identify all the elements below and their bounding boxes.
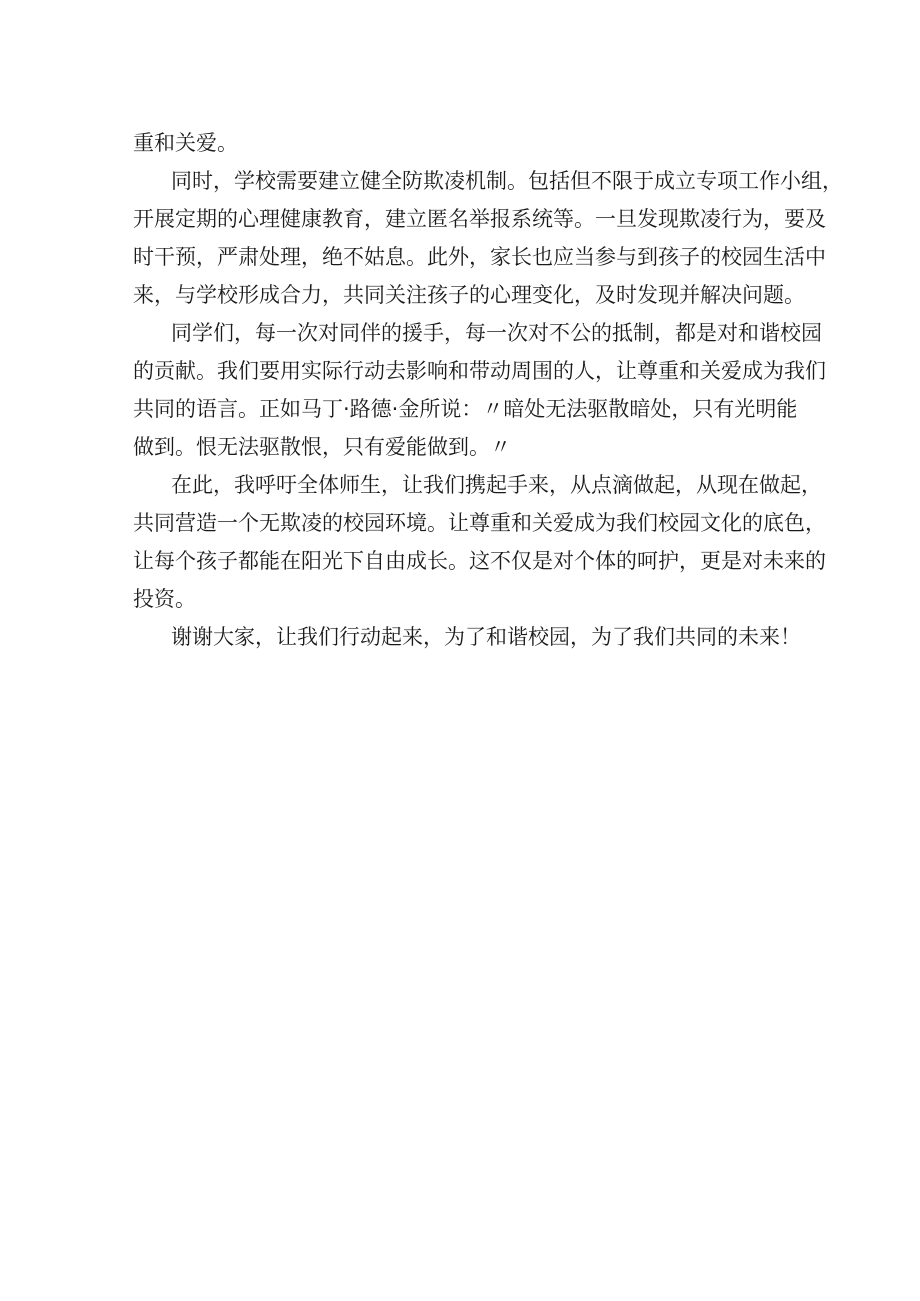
text-line: 投资。 xyxy=(133,587,196,611)
text-line: 共同的语言。正如马丁·路德·金所说：〃暗处无法驱散暗处，只有光明能 xyxy=(133,397,798,421)
text-line: 在此，我呼吁全体师生，让我们携起手来，从点滴做起，从现在做起， xyxy=(171,473,822,497)
paragraph-1 xyxy=(133,124,803,162)
paragraph-5 xyxy=(133,618,803,656)
text-line: 谢谢大家，让我们行动起来，为了和谐校园，为了我们共同的未来！ xyxy=(171,625,801,649)
text-line: 来，与学校形成合力，共同关注孩子的心理变化，及时发现并解决问题。 xyxy=(133,283,805,307)
text-line: 同学们，每一次对同伴的援手，每一次对不公的抵制，都是对和谐校园 xyxy=(171,321,822,345)
text-line: 共同营造一个无欺凌的校园环境。让尊重和关爱成为我们校园文化的底色， xyxy=(133,511,826,535)
paragraph-2 xyxy=(133,162,843,314)
paragraph-3 xyxy=(133,314,826,466)
text-line: 重和关爱。 xyxy=(133,131,238,155)
text-line: 做到。恨无法驱散恨，只有爱能做到。〃 xyxy=(133,435,511,459)
text-line: 开展定期的心理健康教育，建立匿名举报系统等。一旦发现欺凌行为，要及 xyxy=(133,207,826,231)
text-line: 同时，学校需要建立健全防欺凌机制。包括但不限于成立专项工作小组， xyxy=(171,169,843,193)
text-line: 让每个孩子都能在阳光下自由成长。这不仅是对个体的呵护，更是对未来的 xyxy=(133,549,826,573)
paragraph-4 xyxy=(133,466,826,618)
text-line: 的贡献。我们要用实际行动去影响和带动周围的人，让尊重和关爱成为我们 xyxy=(133,359,826,383)
document-body xyxy=(133,124,843,656)
text-line: 时干预，严肃处理，绝不姑息。此外，家长也应当参与到孩子的校园生活中 xyxy=(133,245,826,269)
